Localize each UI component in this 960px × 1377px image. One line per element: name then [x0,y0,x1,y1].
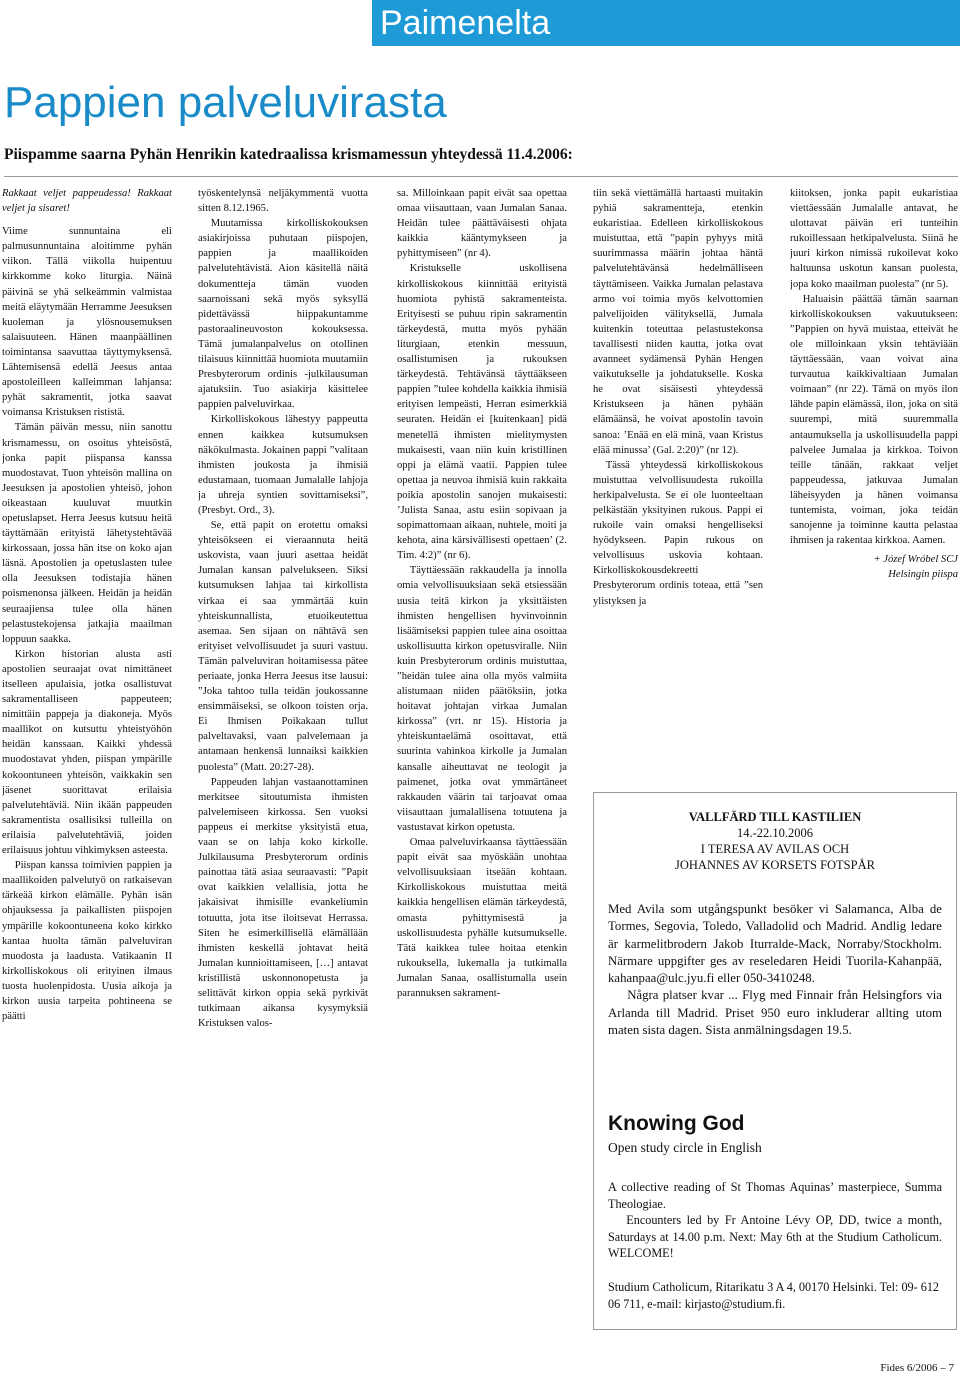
announcement-box [593,792,957,1330]
paragraph: Kirkolliskokous lähestyy pappeutta ennen kaikkea kutsumuksen näkökulmasta. Jokainen pappi ”valitaan ihmisten joukosta ja ihmisiä edustamaan, tuomaan Jumalalle lahjoja ja uhreja syntien sovittamiseksi”, (Presbyt. Ord., 3). [198,414,368,516]
vallfard-subtitle-1: I TERESA AV AVILAS OCH [700,842,850,856]
paragraph: Täyttäessään rakkaudella ja innolla omia velvollisuuksiaan sekä etsiessään uusia teitä kirkon ja yksittäisten ihmisten hengellisen hyvinvoinnin lisäämiseksi pappien tulee aina osoittaa uskollisuutta kirkon opetusviralle. Niin kuin Presbyterorum ordinis muistuttaa, ”heidän tulee aina olla myös valmiita alistumaan niiden päätöksiin, jotka hoitavat johtajan virkaa Jumalan kirkossa” (vrt. nr 15). Historia ja yhteiskuntaelämä osoittavat, että suurinta vahinkoa kirkolle ja Jumalan kansalle aiheuttavat ne teologit ja paimenet, jotka ovat ymmärtäneet rakkauden väärin tai tarjoavat omaa viisauttaan jumalallisena totuutena ja vastustavat kirkon opetusta. [397,565,567,833]
paragraph: Tämän päivän messu, niin sanottu krismamessu, on osoitus yhteisöstä, jonka papit piispansa kanssa muodostavat. Tuon yhteisön mallina on Jeesuksen ja apostolien yhteisö, johon oikeastaan kuuluvat muutkin opetuslapset. Herra Jeesus kutsuu heitä täyttämään erityistä lähetystehtävää kirkossaan, jossa hän itse on koko ajan läsnä. Apostolien ja opetuslasten tulee olla Jeesuksen todistajia hänen poismenonsa jälkeen. Heidän ja heidän seuraajiensa tulee olla hänen pelastustekojensa jatkajia maailman loppuun saakka. [2,422,172,645]
paragraph: Piispan kanssa toimivien pappien ja maallikoiden palvelutyö on ratkaisevan tärkeää kirkon elämälle. Pyhän isän ohjauksessa ja paikallisten piispojen ympärille kokoontuneena koko kirkko kantaa huolta tämän palveluviran muodosta ja laadusta. Vatikaanin II kirkolliskokous oli erityinen ilmaus tuosta huolenpidosta. Uusia aikoja ja kirkon uusia tarpeita pohtineena se päätti [2,860,172,1023]
knowing-god-body [608,1179,942,1262]
text-column-3 [397,186,567,1336]
paragraph: tiin sekä viettämällä hartaasti muitakin pyhiä sakramentteja, etenkin eukaristiaa. Edelleen kirkolliskokous muistuttaa, että ”papin pyhyys mitä suurimmassa määrin johtaa häntä palvelutehtävänsä hedelmälliseen täyttämiseen. Vaikka Jumalan pelastava armo voi toimia myös kelvottomien palvelijoiden välityksellä, Jumala kuitenkin toteuttaa pelastustekonsa tavallisesti niiden kautta, jotka ovat avanneet sydämensä Pyhän Hengen vaikutukselle ja johdatukselle. Koska he ovat sisäisesti yhteydessä Kristukseen ja hänen pyhään elämäänsä, he voivat apostolin tavoin sanoa: ’Enää en elä minä, vaan Kristus elää minussa’ (Gal. 2:20)” (nr 12). [593,188,763,456]
text-column-5 [790,186,958,746]
section-title: Paimenelta [380,4,551,42]
header-divider [4,176,958,177]
paragraph: Med Avila som utgångspunkt besöker vi Salamanca, Alba de Tormes, Segovia, Toledo, Valladolid och Madrid. Andlig ledare är karmelitbrodern Jakob Iturralde-Mack, Norraby/Stockholm. Närmare uppgifter ges av reseledaren Heidi Tuorila-Kahanpää, kahanpaa@ulc.jyu.fi eller 050-3410248. [608,902,942,986]
section-banner [372,0,960,46]
vallfard-title: VALLFÄRD TILL KASTILIEN [688,810,862,824]
paragraph: Kristukselle uskollisena kirkolliskokous kiinnittää erityistä huomiota pyhistä sakramenteista. Erityisesti se puhuu ripin sakramentin tärkeydestä, mutta myös pyhään liturgiaan, etenkin messuun, osallistumisen ja rukouksen tärkeydestä. Tehtävänsä täyttääkseen pappien ”tulee kohdella kaikkia ihmisiä erityisen lempeästi, Herran esimerkkiä seuraten. Heidän ei [kuitenkaan] pidä menetellä ihmisten mielitymysten mukaisesti, vaan niin kuin kristillinen oppi ja elämä vaatii. Pappien tulee opettaa ja neuvoa ihmisiä kuin rakkaita poikia apostolin sanojen mukaisesti: ’Julista Sanaa, astu esiin sopivaan ja sopimattomaan aikaan, nuhtele, moiti ja kehota, aina kärsivällisesti opettaen’ (2. Tim. 4:2)” (nr 6). [397,263,567,562]
paragraph: Se, että papit on erotettu omaksi yhteisökseen ei vieraannuta heitä uskovista, vaan juuri asettaa heidät Jumalan kansan palvelukseen. Siksi kutsumuksen lahjaa tai kirkollista virkaa ei saa ymmärtää kuin yhteiskunnallista, etuoikeutettua asemaa. Sen sijaan on nähtävä sen erityiset velvollisuudet ja suuri vastuu. Tämän palveluviran hoitamisessa pätee periaate, jonka Herra Jeesus itse lausui: ”Joka tahtoo tulla teidän joukossanne ensimmäiseksi, se olkoon toisten orja. Ei Ihmisen Poikakaan tullut palveltavaksi, vaan palvelemaan ja antamaan henkensä lunnaiksi kaikkien puolesta” (Matt. 20:27-28). [198,520,368,773]
paragraph: Viime sunnuntaina eli palmusunnuntaina aloitimme pyhän viikon. Tällä viikolla huipentuu kirkkomme koko liturgia. Näinä päivinä se yhä selkeämmin valmistaa meitä eläytymään Herramme Jeesuksen kuoleman ja ylösnousemuksen salaisuuteen. Hänen maanpäällinen toimintansa saavuttaa täyttymyksensä. Lähtemisensä edellä Jeesus antaa apostoleilleen kalleimman lahjansa: pyhät sakramentit, jotka saavat voimansa Kristuksen rististä. [2,226,172,419]
text-column-1 [2,186,172,1336]
knowing-god-contact: Studium Catholicum, Ritarikatu 3 A 4, 00170 Helsinki. Tel: 09- 612 06 711, e-mail: kirjasto@studium.fi. [608,1280,940,1311]
text-column-2 [198,186,368,1336]
signature [790,552,958,582]
paragraph: Muutamissa kirkolliskokouksen asiakirjoissa puhutaan piispojen, pappien ja maallikoiden palvelutehtävistä. Aion käsitellä näitä dokumentteja tämän vuoden saarnoissani sekä myös syksyllä pidettävässä hiippakuntamme pastoraalineuvoston kokouksessa. Tämä jumalanpalvelus on otollinen tilaisuus kiinnittää huomiota muutamiin Presbyterorum ordinis -julkilausuman ajatuksiin. Tuo asiakirja käsittelee pappien palveluvirkaa. [198,218,368,411]
paragraph: A collective reading of St Thomas Aquinas’ masterpiece, Summa Theologiae. [608,1180,942,1211]
paragraph: Tässä yhteydessä kirkolliskokous muistuttaa velvollisuudesta rukoilla herkipalvelusta. Se ei ole luonteeltaan pelkästään yksityinen rukous. Pappi ei rukoile vain omaksi hengelliseksi hyödykseen. Papin rukous on velvollisuus uskovia kohtaan. Kirkolliskokousdekreetti Presbyterorum ordinis toteaa, että ”sen ylistyksen ja [593,459,763,607]
paragraph: Några platser kvar ... Flyg med Finnair från Helsingfors via Arlanda till Madrid. Priset 950 euro inkluderar allting utom maten sista dagen. Sista anmälningsdagen 19.5. [608,988,942,1038]
paragraph: Kirkon historian alusta asti apostolien seuraajat ovat nimittäneet itselleen apulaisia, jotka osallistuvat sakramentalliseen pappeuteen; nimittäin pappeja ja diakoneja. Myös maallikot on kutsuttu yhteistyöhön heidän kanssaan. Kaikki yhdessä muodostavat yhden, piispan ympärille kokoontuneen yhteisön, vaikkakin sen jäsenet suorittavat erilaisia palvelutehtäviä. Niin ikään pappeuden sakramentista osallisiksi tulleilla on erilaisia palvelutehtäviä, joiden erilaisuus johtuu vihkimyksen asteesta. [2,648,172,857]
article-headline: Pappien palveluvirasta [4,78,447,127]
salutation: Rakkaat veljet pappeudessa! Rakkaat veljet ja sisaret! [2,188,172,215]
paragraph: Omaa palveluvirkaansa täyttäessään papit eivät saa myöskään unohtaa velvollisuuksiaan itseään kohtaan. Kirkolliskokous muistuttaa meitä kaikkia hengellisen elämän tärkeydestä, omasta pyhittymisestä ja uskollisuudesta pyhälle kutsumukselle. Tätä kaikkea tulee hoitaa etenkin rukouksella, lukemalla ja tutkimalla Jumalan Sanaa, osallistumalla usein parannuksen sakrament- [397,837,567,999]
paragraph: työskentelynsä neljäkymmentä vuotta sitten 8.12.1965. [198,188,368,215]
vallfard-dates: 14.-22.10.2006 [736,826,814,840]
signature-name: + Józef Wróbel SCJ [873,554,958,566]
signature-title: Helsingin piispa [888,569,958,581]
paragraph: sa. Milloinkaan papit eivät saa opettaa omaa viisauttaan, vaan Jumalan Sanaa. Heidän tulee päättäväisesti ohjata kaikkia kääntymykseen ja pyhittymiseen” (nr 4). [397,188,567,260]
paragraph: kiitoksen, jonka papit eukaristiaa viettäessään Jumalalle antavat, he ulottavat päivän eri tunteihin rukoillessaan hetkipalvelusta. Siinä he juuri kirkon nimissä rukoilevat koko haltuunsa uskotun kansan puolesta, jopa koko maailman puolesta” (nr 5). [790,188,958,290]
paragraph: Pappeuden lahjan vastaanottaminen merkitsee sitoutumista ihmisten palvelemiseen kirkossa. Sen vuoksi pappeus ei merkitse yksityistä etua, vaan se on lahja koko kirkolle. Julkilausuma Presbyterorum ordinis painottaa tätä asiaa seuraavasti: ”Papit ovat kaikkien velallisia, jotta he jakaisivat ihmisille evankeliumin totuutta, jota itse iloitsevat Herrassa. Siten he esimerkillisellä elämällään ihmisten keskellä johtavat heitä Jumalan kunnioittamiseen, […] antavat kristillistä uskonnonopetusta ja selittävät kirkon oppia sekä pyrkivät tutkimaan aikansa kysymyksiä Kristuksen valos- [198,776,368,1030]
paragraph: Haluaisin päättää tämän saarnan kirkolliskokouksen vakuutukseen: ”Pappien on hyvä muistaa, etteivät he ole milloinkaan yksin tehtäviään täyttäessään, vaan voivat aina turvautua kaikkivaltiaan Jumalan voimaan” (nr 22). Tämä on myös ilon lähde papin elämässä, ilon, joka on sitä suurempi, mitä suuremmalla antaumuksella ja uskollisuudella pappi palvelee Jumalaa ja kirkkoa. Toivon teille tänään, rakkaat veljet pappeudessa, jatkuvaa Jumalan läheisyyden ja hänen voimansa tuntemista, voiman, joka teidän sanojenne ja toiminne kautta pelastaa ihmisen ja rakentaa kirkkoa. Aamen. [790,293,958,547]
paragraph: Encounters led by Fr Antoine Lévy OP, DD, twice a month, Saturdays at 14.00 p.m. Next: May 6th at the Studium Catholicum. WELCOME! [608,1213,942,1261]
knowing-god-subtitle: Open study circle in English [608,1140,762,1155]
article-subhead: Piispamme saarna Pyhän Henrikin katedraalissa krismamessun yhteydessä 11.4.2006: [4,146,573,163]
page-footer: Fides 6/2006 – 7 [880,1362,954,1374]
vallfard-subtitle-2: JOHANNES AV KORSETS FOTSPÅR [675,858,875,872]
knowing-god-title: Knowing God [608,1112,745,1135]
vallfard-heading [608,809,942,873]
vallfard-body [608,901,942,1039]
text-column-4 [593,186,763,756]
